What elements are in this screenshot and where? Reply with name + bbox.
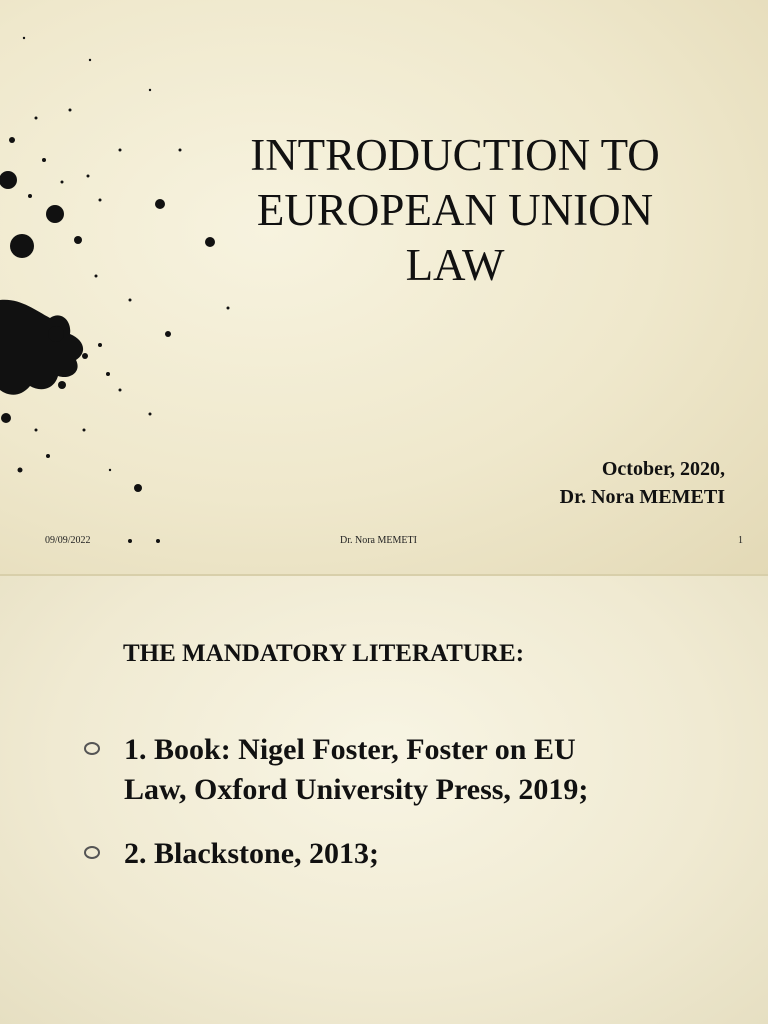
title-line-2: EUROPEAN UNION bbox=[256, 185, 654, 235]
subtitle-date: October, 2020, bbox=[601, 458, 725, 480]
literature-list bbox=[84, 730, 704, 898]
slide-title bbox=[190, 128, 720, 293]
list-item-line-1: 2. Blackstone, 2013; bbox=[124, 837, 379, 870]
list-item-line-1: 1. Book: Nigel Foster, Foster on EU bbox=[124, 733, 576, 766]
slide-subtitle bbox=[560, 455, 725, 511]
literature-heading: THE MANDATORY LITERATURE: bbox=[123, 640, 525, 667]
title-line-3: LAW bbox=[405, 240, 505, 290]
footer-author: Dr. Nora MEMETI bbox=[340, 535, 417, 546]
subtitle-author: Dr. Nora MEMETI bbox=[559, 486, 725, 508]
footer-date: 09/09/2022 bbox=[45, 535, 91, 546]
circle-bullet-icon bbox=[84, 742, 100, 755]
title-line-1: INTRODUCTION TO bbox=[250, 130, 660, 180]
list-item-line-2: Law, Oxford University Press, 2019; bbox=[124, 773, 589, 806]
list-item bbox=[84, 730, 704, 810]
list-item bbox=[84, 834, 704, 874]
circle-bullet-icon bbox=[84, 846, 100, 859]
footer-page-number: 1 bbox=[738, 535, 743, 546]
